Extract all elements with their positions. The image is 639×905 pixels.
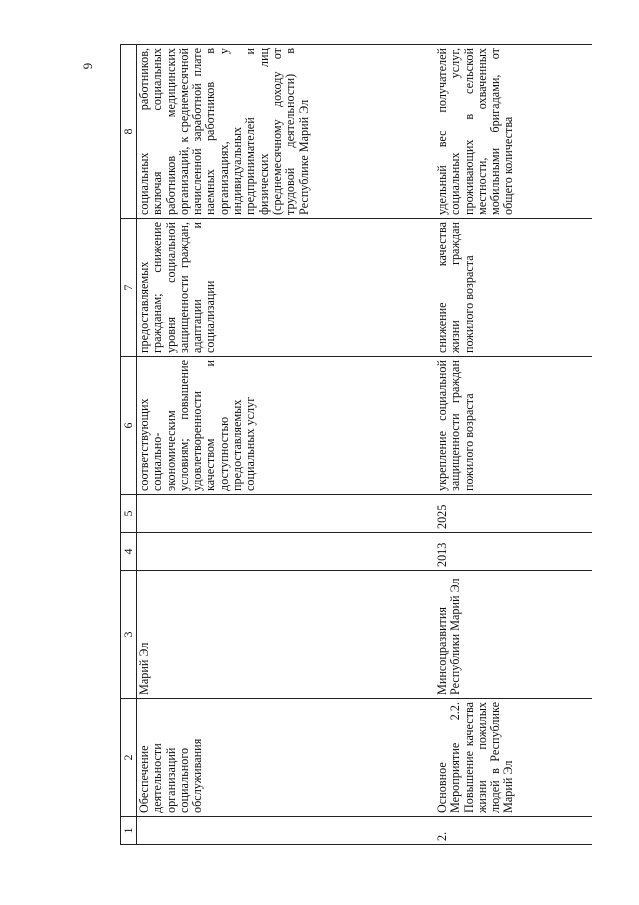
- column-header: 6: [121, 357, 137, 495]
- column-header: 3: [121, 571, 137, 699]
- indicators: социальных работников, включая социальных работников медицинских организаций, к среднемесячной начисленной заработной плате наемных работников в организациях, у индивидуальных предпринимателей и физических лиц (среднемесячному доходу от трудовой деятельности) в Республике Марий Эл: [137, 45, 436, 219]
- column-header-row: [121, 45, 137, 845]
- consequences: предоставляемых гражданам; снижение уровня социальной защищенности граждан, адаптации и социализации: [137, 219, 436, 357]
- column-header: 8: [121, 45, 137, 219]
- page-number: 6: [80, 62, 96, 70]
- activity-name: Основное Мероприятие 2.2. Повышение качества жизни пожилых людей в Республике Марий Эл: [435, 699, 592, 817]
- end-year: [137, 495, 436, 533]
- start-year: [137, 533, 436, 571]
- column-header: 2: [121, 699, 137, 817]
- program-table: [120, 44, 592, 845]
- start-year: 2013: [435, 533, 592, 571]
- executor: Марий Эл: [137, 571, 436, 699]
- row-number: [137, 817, 436, 845]
- document-table-sheet: [120, 45, 608, 845]
- column-header: 7: [121, 219, 137, 357]
- column-header: 5: [121, 495, 137, 533]
- expected-result: укрепление социальной защищенности граждан пожилого возраста: [435, 357, 592, 495]
- row-number: 2.: [435, 817, 592, 845]
- column-header: 1: [121, 817, 137, 845]
- indicators: удельный вес получателей социальных услуг, проживающих в сельской местности, охваченных мобильными бригадами, от общего количества: [435, 45, 592, 219]
- executor: Минсоцразвития Республики Марий Эл: [435, 571, 592, 699]
- table-row: [435, 45, 592, 845]
- expected-result: соответствующих социально-экономическим условиям; повышение удовлетворенности качеством и доступностью предоставляемых социальных услуг: [137, 357, 436, 495]
- column-header: 4: [121, 533, 137, 571]
- activity-name: Обеспечение деятельности организаций социального обслуживания: [137, 699, 436, 817]
- table-row: [137, 45, 436, 845]
- end-year: 2025: [435, 495, 592, 533]
- consequences: снижение качества жизни граждан пожилого возраста: [435, 219, 592, 357]
